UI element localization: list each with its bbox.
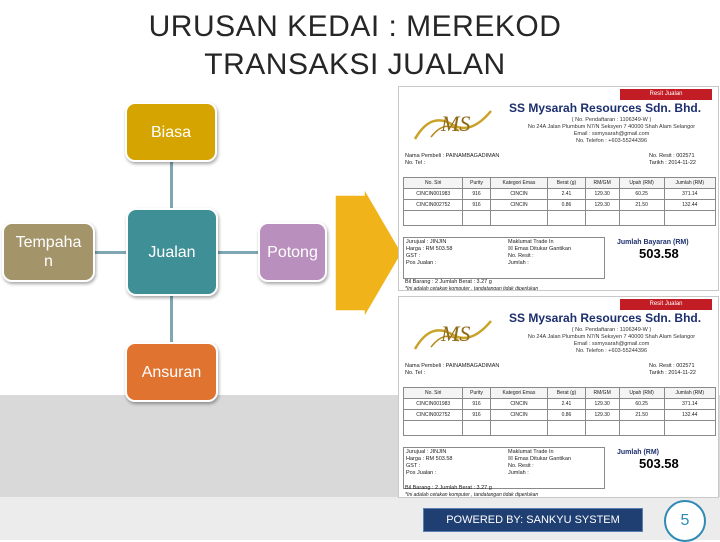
table-header: No. Siri (404, 178, 463, 189)
table-cell: 916 (463, 399, 490, 410)
table-cell: CINCIN (490, 399, 548, 410)
company-name: SS Mysarah Resources Sdn. Bhd. (509, 101, 702, 115)
table-cell: 916 (463, 189, 490, 200)
trade-in-label: Emas Ditukar Gantikan (514, 246, 572, 252)
table-cell: 371.14 (664, 399, 715, 410)
node-tempahan-line-1: Tempaha (15, 234, 82, 251)
buyer-phone: No. Tel : (405, 370, 426, 376)
table-cell: 129.30 (585, 410, 619, 421)
table-header: RM/GM (585, 178, 619, 189)
table-header: Kategori Emas (490, 388, 548, 399)
table-row (404, 410, 716, 421)
item-count: Bil Barang : 2 Jumlah Berat : 3.27 g (405, 485, 492, 491)
powered-by-banner: POWERED BY: SANKYU SYSTEM (423, 508, 643, 532)
address-line: Email : ssmysarah@gmail.com (573, 341, 650, 347)
company-logo (411, 101, 495, 147)
trade-in-receipt: No. Resit : (508, 253, 534, 259)
table-cell: 60.25 (619, 399, 664, 410)
table-header: Jumlah (RM) (664, 178, 715, 189)
table-cell: 21.50 (619, 200, 664, 211)
table-cell: 916 (463, 200, 490, 211)
receipt-footer-box (403, 237, 605, 279)
trade-in-total: Jumlah : (508, 260, 529, 266)
table-header: No. Siri (404, 388, 463, 399)
table-cell: 0.86 (548, 410, 585, 421)
table-cell: CINCIN002752 (404, 410, 463, 421)
receipt-tag: Resit Jualan (620, 89, 712, 100)
buyer-name: Nama Pembeli : PAINAMBAGADIMAN (405, 363, 500, 369)
table-cell: 0.86 (548, 200, 585, 211)
table-cell: CINCIN (490, 410, 548, 421)
table-cell: CINCIN (490, 189, 548, 200)
salesperson: Jurujual : JINJIN (406, 239, 447, 245)
receipt-footer-box (403, 447, 605, 489)
receipt-items-table (403, 177, 716, 226)
table-header: Purity (463, 178, 490, 189)
company-address (509, 117, 714, 145)
table-cell: 2.41 (548, 189, 585, 200)
table-cell: 60.25 (619, 189, 664, 200)
table-header: Berat (g) (548, 178, 585, 189)
table-cell: 21.50 (619, 410, 664, 421)
receipt-date: Tarikh : 2014-11-22 (649, 370, 696, 376)
company-logo (411, 311, 495, 357)
node-ansuran-label: Ansuran (141, 363, 202, 381)
checkbox-icon: ☒ (508, 246, 515, 252)
table-cell: 2.41 (548, 399, 585, 410)
table-row-empty (404, 211, 716, 226)
total-amount: 503.58 (639, 246, 679, 261)
title-line-1: URUSAN KEDAI : MEREKOD (148, 10, 562, 43)
receipt-jualan-1 (398, 86, 719, 291)
receipt-date: Tarikh : 2014-11-22 (649, 160, 696, 166)
table-row (404, 189, 716, 200)
trade-in-total: Jumlah : (508, 470, 529, 476)
trade-in-label: Emas Ditukar Gantikan (514, 456, 572, 462)
trade-in-info: Maklumat Trade In (508, 449, 554, 455)
table-cell: 129.30 (585, 399, 619, 410)
gst: GST : (406, 253, 421, 259)
address-line: No. Telefon : +603-55244396 (576, 348, 647, 354)
svg-text:MS: MS (441, 111, 471, 136)
sales-post: Pos Jualan : (406, 260, 437, 266)
address-line: No 24A Jalan Plumbum N7/N Seksyen 7 40000 Shah Alam Selangor (527, 334, 696, 340)
table-header: Upah (RM) (619, 178, 664, 189)
table-cell: 132.44 (664, 410, 715, 421)
table-cell: 916 (463, 410, 490, 421)
item-count: Bil Barang : 2 Jumlah Berat : 3.27 g (405, 279, 492, 285)
table-cell: 129.30 (585, 189, 619, 200)
computer-note: *Ini adalah cetakan komputer , tandatangan tidak diperlukan (405, 286, 539, 291)
table-cell: 129.30 (585, 200, 619, 211)
receipt-items-table (403, 387, 716, 436)
buyer-phone: No. Tel : (405, 160, 426, 166)
computer-note: *Ini adalah cetakan komputer , tandatangan tidak diperlukan (405, 492, 539, 498)
table-header: Berat (g) (548, 388, 585, 399)
table-cell: CINCIN001983 (404, 399, 463, 410)
buyer-name: Nama Pembeli : PAINAMBAGADIMAN (405, 153, 500, 159)
receipt-number: No. Resit : 002571 (649, 153, 695, 159)
node-jualan-label: Jualan (148, 243, 196, 261)
table-header: Jumlah (RM) (664, 388, 715, 399)
table-row (404, 399, 716, 410)
total-label: Jumlah Bayaran (RM) (617, 239, 689, 246)
address-line: Email : ssmysarah@gmail.com (573, 131, 650, 137)
receipt-tag: Resit Jualan (620, 299, 712, 310)
company-name: SS Mysarah Resources Sdn. Bhd. (509, 311, 702, 325)
table-header: Upah (RM) (619, 388, 664, 399)
address-line: No. Telefon : +603-55244396 (576, 138, 647, 144)
receipt-number: No. Resit : 002571 (649, 363, 695, 369)
table-cell: 371.14 (664, 189, 715, 200)
page-number: 5 (664, 500, 706, 542)
table-header: Purity (463, 388, 490, 399)
receipt-footer (403, 237, 716, 279)
table-row (404, 200, 716, 211)
total-label: Jumlah (RM) (617, 449, 659, 456)
trade-in-info: Maklumat Trade In (508, 239, 554, 245)
node-potong-label: Potong (267, 243, 318, 261)
table-header: RM/GM (585, 388, 619, 399)
svg-text:MS: MS (441, 321, 471, 346)
address-line: ( No. Pendaftaran : 1106349-W ) (571, 327, 652, 333)
table-header: Kategori Emas (490, 178, 548, 189)
trade-in-receipt: No. Resit : (508, 463, 534, 469)
table-cell: CINCIN001983 (404, 189, 463, 200)
salesperson: Jurujual : JINJIN (406, 449, 447, 455)
receipt-jualan-2 (398, 296, 719, 498)
checkbox-icon: ☒ (508, 456, 515, 462)
total-amount: 503.58 (639, 456, 679, 471)
company-address (509, 327, 714, 355)
node-biasa-label: Biasa (150, 123, 192, 141)
address-line: No 24A Jalan Plumbum N7/N Seksyen 7 40000 Shah Alam Selangor (527, 124, 696, 130)
title-line-2: TRANSAKSI JUALAN (204, 48, 506, 81)
table-cell: CINCIN002752 (404, 200, 463, 211)
price: Harga : RM 503.58 (406, 246, 453, 252)
table-row-empty (404, 421, 716, 436)
node-tempahan-line-2: n (44, 253, 53, 270)
address-line: ( No. Pendaftaran : 1106349-W ) (571, 117, 652, 123)
gst: GST : (406, 463, 421, 469)
receipt-footer (403, 447, 716, 489)
table-cell: CINCIN (490, 200, 548, 211)
sales-post: Pos Jualan : (406, 470, 437, 476)
price: Harga : RM 503.58 (406, 456, 453, 462)
table-cell: 132.44 (664, 200, 715, 211)
